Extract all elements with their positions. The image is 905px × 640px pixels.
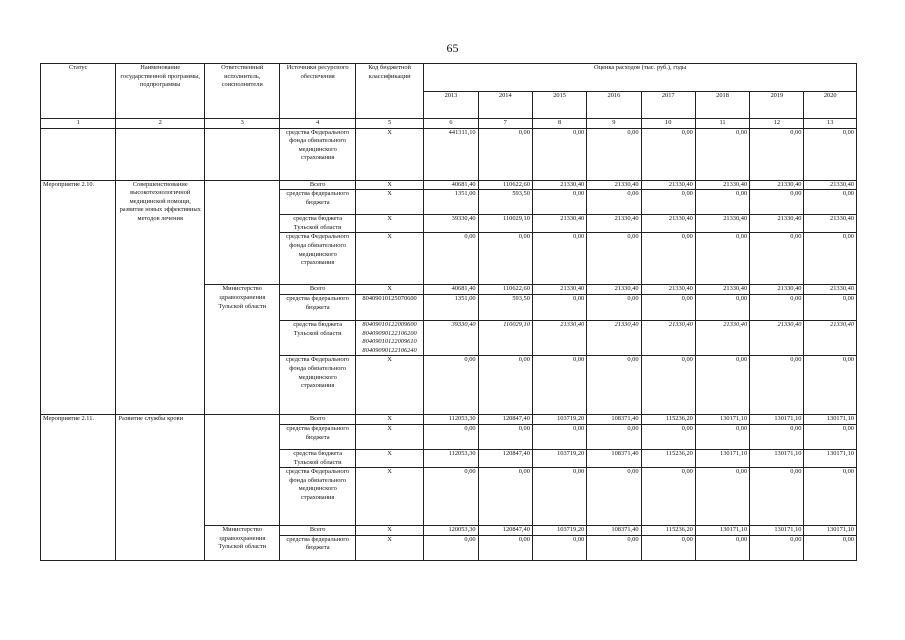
status-cell: Мероприятие 2.11. [41,415,116,560]
value-cell: 130171,10 [750,415,804,425]
value-cell: 21330,40 [532,215,586,233]
value-cell: 120053,30 [424,526,478,536]
source-cell: средства Федерального фонда обязательного медицинского страхования [280,468,355,526]
value-cell: 21330,40 [587,285,641,295]
value-cell: 0,00 [641,128,695,180]
column-number: 10 [641,119,695,129]
source-cell: средства бюджета Тульской области [280,320,355,355]
value-cell: 0,00 [424,356,478,415]
value-cell: 130171,10 [695,415,749,425]
source-cell: Всего [280,285,355,295]
source-cell: средства Федерального фонда обязательного медицинского страхования [280,356,355,415]
value-cell: 0,00 [424,535,478,560]
year-header: 2018 [695,92,749,119]
code-cell: X [355,233,423,285]
year-header: 2015 [532,92,586,119]
code-cell: X [355,449,423,467]
column-number: 11 [695,119,749,129]
value-cell: 21330,40 [587,320,641,355]
code-cell: X [355,535,423,560]
value-cell: 0,00 [695,294,749,320]
expenses-table [40,63,857,561]
value-cell: 21330,40 [641,320,695,355]
value-cell: 120847,40 [478,526,532,536]
column-number: 2 [116,119,205,129]
value-cell: 108371,40 [587,449,641,467]
code-cell: X [355,415,423,425]
code-cell: X [355,468,423,526]
value-cell: 110029,10 [478,320,532,355]
value-cell: 130171,10 [804,449,857,467]
value-cell: 0,00 [478,468,532,526]
value-cell: 0,00 [424,424,478,449]
value-cell: 110622,60 [478,180,532,190]
code-line: 80409010122009610 [362,338,417,346]
value-cell: 40681,40 [424,285,478,295]
value-cell: 0,00 [750,233,804,285]
page-number: 65 [446,41,459,55]
value-cell: 0,00 [641,294,695,320]
value-cell: 0,00 [587,128,641,180]
value-cell: 108371,40 [587,526,641,536]
header-status: Статус [41,64,116,119]
value-cell: 0,00 [532,294,586,320]
value-cell: 0,00 [587,356,641,415]
value-cell: 130171,10 [804,415,857,425]
value-cell: 0,00 [695,356,749,415]
responsible-cell [204,128,279,180]
value-cell: 21330,40 [532,320,586,355]
value-cell: 21330,40 [641,285,695,295]
source-cell: Всего [280,415,355,425]
value-cell: 0,00 [641,356,695,415]
source-cell: средства федерального бюджета [280,294,355,320]
header-sources: Источники ресурсного обеспечения [280,64,355,119]
value-cell: 21330,40 [804,285,857,295]
code-cell: X [355,215,423,233]
value-cell: 21330,40 [804,215,857,233]
value-cell: 130171,10 [750,526,804,536]
responsible-cell [204,415,279,526]
value-cell: 0,00 [750,468,804,526]
value-cell: 39330,40 [424,215,478,233]
code-cell: X [355,424,423,449]
value-cell: 1351,00 [424,294,478,320]
source-cell: Всего [280,526,355,536]
value-cell: 0,00 [750,190,804,215]
program-cell: Совершенствование высокотехнологичной медицинской помощи, развитие новых эффективных методов лечения [116,180,205,415]
responsible-cell: Министерство здравоохранения Тульской области [204,285,279,415]
value-cell: 39330,40 [424,320,478,355]
column-number: 4 [280,119,355,129]
column-numbers-row [41,119,857,129]
value-cell: 0,00 [587,535,641,560]
value-cell: 593,50 [478,190,532,215]
value-cell: 0,00 [804,535,857,560]
value-cell: 441311,10 [424,128,478,180]
value-cell: 0,00 [641,424,695,449]
table-row [41,180,857,190]
value-cell: 0,00 [804,294,857,320]
year-header: 2014 [478,92,532,119]
column-number: 6 [424,119,478,129]
source-cell: средства федерального бюджета [280,424,355,449]
value-cell: 115236,20 [641,526,695,536]
value-cell: 21330,40 [750,180,804,190]
source-cell: средства бюджета Тульской области [280,215,355,233]
value-cell: 21330,40 [641,215,695,233]
source-cell: Всего [280,180,355,190]
value-cell: 130171,10 [750,449,804,467]
column-number: 5 [355,119,423,129]
year-header: 2016 [587,92,641,119]
code-cell [355,320,423,355]
value-cell: 0,00 [478,535,532,560]
table-row [41,128,857,180]
code-cell: X [355,356,423,415]
value-cell: 0,00 [532,233,586,285]
source-cell: средства федерального бюджета [280,535,355,560]
code-line: 80409010122009600 [362,320,417,328]
value-cell: 112053,30 [424,449,478,467]
value-cell: 0,00 [587,233,641,285]
value-cell: 21330,40 [532,180,586,190]
status-cell: Мероприятие 2.10. [41,180,116,415]
value-cell: 21330,40 [587,180,641,190]
year-header: 2013 [424,92,478,119]
value-cell: 130171,10 [695,449,749,467]
column-number: 8 [532,119,586,129]
value-cell: 593,50 [478,294,532,320]
code-line: 80409090122106200 [362,329,417,337]
value-cell: 0,00 [804,424,857,449]
source-cell: средства федерального бюджета [280,190,355,215]
code-cell: 80409010125070600 [355,294,423,320]
code-cell: X [355,285,423,295]
value-cell: 21330,40 [587,215,641,233]
value-cell: 0,00 [587,190,641,215]
value-cell: 0,00 [750,294,804,320]
value-cell: 0,00 [804,468,857,526]
value-cell: 0,00 [695,468,749,526]
value-cell: 0,00 [587,294,641,320]
year-header: 2020 [804,92,857,119]
value-cell: 120847,40 [478,415,532,425]
source-cell: средства Федерального фонда обязательного медицинского страхования [280,128,355,180]
value-cell: 21330,40 [804,180,857,190]
value-cell: 0,00 [532,128,586,180]
value-cell: 0,00 [695,424,749,449]
header-responsible: Ответственный исполнитель, соисполнители [204,64,279,119]
value-cell: 0,00 [532,356,586,415]
value-cell: 0,00 [641,468,695,526]
value-cell: 21330,40 [695,320,749,355]
value-cell: 21330,40 [695,285,749,295]
value-cell: 0,00 [804,190,857,215]
column-number: 7 [478,119,532,129]
value-cell: 21330,40 [641,180,695,190]
column-number: 12 [750,119,804,129]
header-expenses: Оценка расходов (тыс. руб.), годы [424,64,857,92]
value-cell: 0,00 [641,535,695,560]
value-cell: 0,00 [641,190,695,215]
header-row [41,64,857,92]
source-cell: средства бюджета Тульской области [280,449,355,467]
code-cell: X [355,128,423,180]
value-cell: 130171,10 [804,526,857,536]
value-cell: 103719,20 [532,449,586,467]
value-cell: 0,00 [804,128,857,180]
value-cell: 0,00 [532,190,586,215]
value-cell: 120847,40 [478,449,532,467]
value-cell: 0,00 [750,424,804,449]
value-cell: 0,00 [750,356,804,415]
value-cell: 0,00 [478,424,532,449]
column-number: 13 [804,119,857,129]
responsible-cell: Министерство здравоохранения Тульской области [204,526,279,561]
value-cell: 115236,20 [641,449,695,467]
value-cell: 103719,20 [532,415,586,425]
code-line: 80409090122106240 [362,346,417,354]
value-cell: 0,00 [750,128,804,180]
value-cell: 1351,00 [424,190,478,215]
value-cell: 0,00 [804,233,857,285]
value-cell: 0,00 [532,468,586,526]
column-number: 3 [204,119,279,129]
value-cell: 0,00 [695,128,749,180]
value-cell: 21330,40 [532,285,586,295]
value-cell: 0,00 [695,535,749,560]
value-cell: 21330,40 [750,285,804,295]
value-cell: 0,00 [478,233,532,285]
value-cell: 0,00 [424,468,478,526]
code-cell: X [355,180,423,190]
value-cell: 0,00 [695,233,749,285]
value-cell: 0,00 [424,233,478,285]
value-cell: 21330,40 [750,320,804,355]
value-cell: 115236,20 [641,415,695,425]
value-cell: 0,00 [641,233,695,285]
value-cell: 0,00 [478,356,532,415]
value-cell: 110622,60 [478,285,532,295]
header-kbk: Код бюджетной классификации [355,64,423,119]
value-cell: 103719,20 [532,526,586,536]
value-cell: 21330,40 [695,215,749,233]
value-cell: 21330,40 [804,320,857,355]
value-cell: 0,00 [532,424,586,449]
value-cell: 0,00 [804,356,857,415]
column-number: 1 [41,119,116,129]
value-cell: 0,00 [587,468,641,526]
year-header: 2017 [641,92,695,119]
value-cell: 0,00 [587,424,641,449]
year-header: 2019 [750,92,804,119]
value-cell: 21330,40 [695,180,749,190]
status-cell [41,128,116,180]
header-program: Наименование государственной программы, подпрограммы [116,64,205,119]
value-cell: 0,00 [478,128,532,180]
value-cell: 40681,40 [424,180,478,190]
program-cell [116,128,205,180]
value-cell: 0,00 [532,535,586,560]
value-cell: 21330,40 [750,215,804,233]
value-cell: 0,00 [750,535,804,560]
value-cell: 130171,10 [695,526,749,536]
value-cell: 112053,30 [424,415,478,425]
source-cell: средства Федерального фонда обязательного медицинского страхования [280,233,355,285]
value-cell: 0,00 [695,190,749,215]
responsible-cell [204,180,279,285]
code-cell: X [355,526,423,536]
value-cell: 110029,10 [478,215,532,233]
program-cell: Развитие службы крови [116,415,205,560]
value-cell: 108371,40 [587,415,641,425]
code-cell: X [355,190,423,215]
table-row [41,415,857,425]
column-number: 9 [587,119,641,129]
